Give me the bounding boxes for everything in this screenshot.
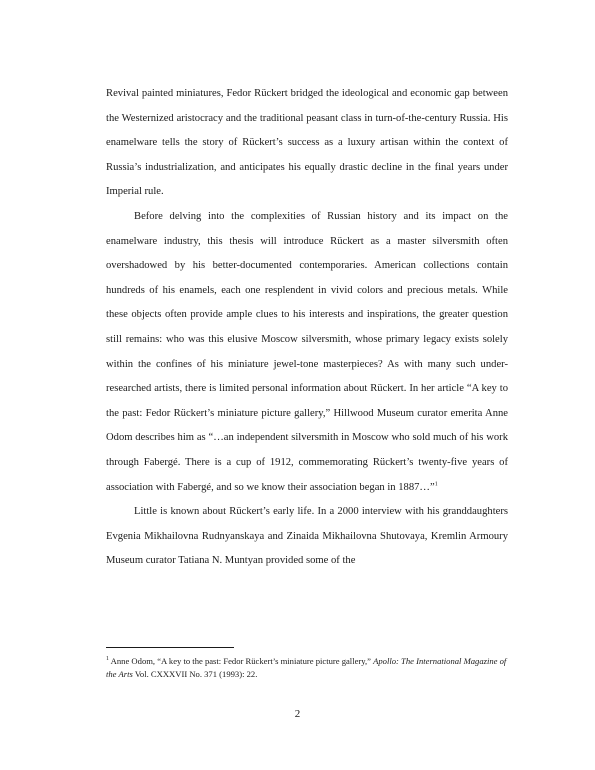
footnote [106,655,512,680]
paragraph-2 [106,205,508,500]
paragraph-1 [106,82,508,205]
footnote-text-after: Vol. CXXXVII No. 371 (1993): 22. [132,668,258,679]
footnote-journal-title: Apollo: The International Magazine of the Arts [106,656,507,679]
paragraph-2-text: Before delving into the complexities of Russian history and its impact on the enamelware industry, this thesis will introduce Rückert as a master silversmith often overshadowed by his better-documented contemporaries. American collections contain hundreds of his enamels, each one resplendent in vivid colors and precious metals. While these objects often provide ample clues to his interests and inspirations, the greater question still remains: who was this elusive Moscow silversmith, whose primary legacy exists solely within the confines of his miniature jewel-tone masterpieces? As with many such under-researched artists, there is limited personal information about Rückert. In her article “A key to the past: Fedor Rückert’s miniature picture gallery,” Hillwood Museum curator emerita Anne Odom describes him as “…an independent silversmith in Moscow who sold much of his work through Fabergé. There is a cup of 1912, commemorating Rückert’s twenty-five years of association with Fabergé, and so we know their association began in 1887…” [106,210,508,493]
footnote-number: 1 [106,656,109,663]
footnote-separator [106,647,234,648]
paragraph-1-text: Revival painted miniatures, Fedor Rückert bridged the ideological and economic gap between the Westernized aristocracy and the traditional peasant class in turn-of-the-century Russia. His enamelware tells the story of Rückert’s success as a luxury artisan within the context of Russia’s industrialization, and anticipates his equally drastic decline in the final years under Imperial rule. [106,88,508,198]
footnote-reference[interactable]: 1 [434,480,438,487]
paragraph-3-text: Little is known about Rückert’s early life. In a 2000 interview with his granddaughters Evgenia Mikhailovna Rudnyanskaya and Zinaida Mikhailovna Shutovaya, Kremlin Armoury Museum curator Tatiana N. Muntyan provided some of the [106,506,508,567]
footnote-text-before: Anne Odom, “A key to the past: Fedor Rückert’s miniature picture gallery,” [109,656,374,666]
page-number: 2 [294,708,301,720]
body-text [106,82,508,574]
paragraph-3 [106,500,508,574]
